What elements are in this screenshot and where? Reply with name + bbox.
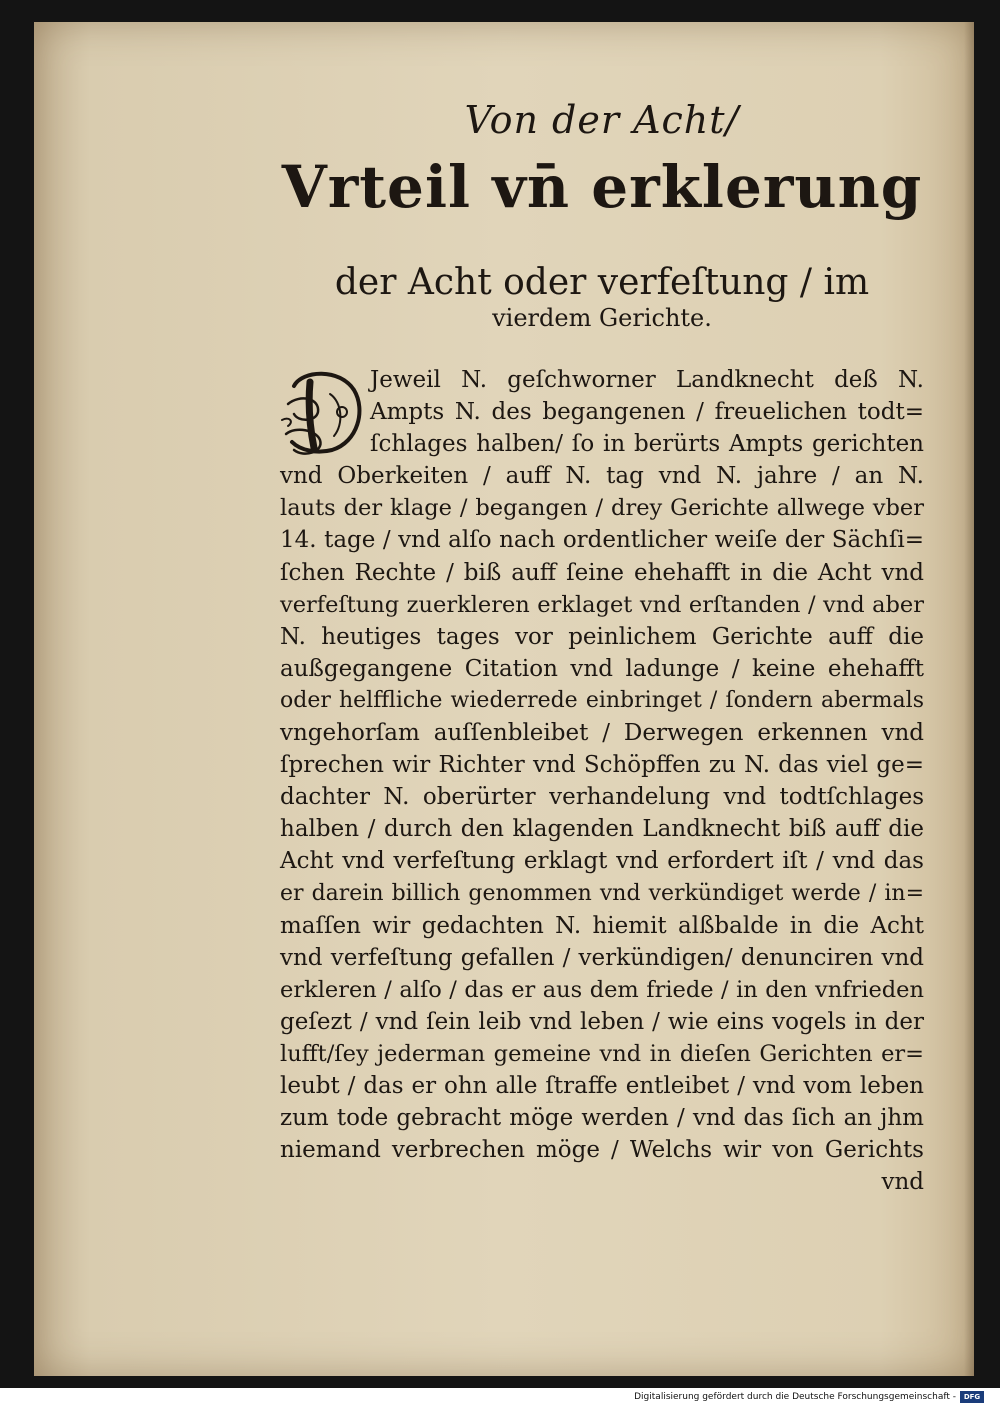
text-line: Jeweil N. geſchworner Landknecht deß N.: [370, 367, 924, 393]
text-line: erkleren / alſo / das er aus dem friede / in den vnfrieden: [280, 976, 924, 1003]
text-line: halben / durch den klagenden Landknecht biß auff die: [280, 816, 924, 843]
text-line: lufft/ſey jederman gemeine vnd in dieſen Gerichten er=: [280, 1040, 924, 1067]
text-line: lauts der klage / begangen / drey Gerichte allwege vber: [280, 495, 924, 522]
text-line: vnd Oberkeiten / auff N. tag vnd N. jahre / an N.: [280, 463, 924, 490]
text-line: geſezt / vnd ſein leib vnd leben / wie eins vogels in der: [280, 1008, 924, 1035]
text-line: vnd verfeſtung gefallen / verkündigen/ denunciren vnd: [280, 944, 924, 971]
text-line: maſſen wir gedachten N. hiemit alßbalde in die Acht: [280, 912, 924, 939]
book-page: [34, 22, 974, 1376]
text-line: oder helffliche wiederrede einbringet / ſondern abermals: [280, 687, 924, 713]
text-line: ſchen Rechte / biß auff ſeine ehehafft in die Acht vnd: [280, 559, 924, 586]
text-line: leubt / das er ohn alle ſtraffe entleibet / vnd vom leben: [280, 1073, 924, 1100]
text-line: ſprechen wir Richter vnd Schöpffen zu N. das viel ge=: [280, 752, 924, 779]
text-line: niemand verbrechen möge / Welchs wir von Gerichts: [280, 1137, 924, 1164]
text-line: Acht vnd verfeſtung erklagt vnd erfordert iſt / vnd das: [280, 848, 924, 875]
text-line: ſchlages halben/ ſo in berürts Ampts gerichten: [370, 431, 924, 458]
page-title: Vrteil vn̄ erklerung: [281, 153, 923, 221]
digitization-credit: Digitalisierung gefördert durch die Deutsche Forschungsgemeinschaft -: [634, 1392, 956, 1402]
subtitle-line-1: der Acht oder verfeſtung / im: [334, 262, 870, 303]
catchword: vnd: [881, 1169, 924, 1196]
text-line: zum tode gebracht möge werden / vnd das ſich an jhm: [280, 1105, 924, 1132]
text-line: Ampts N. des begangenen / freuelichen todt=: [370, 399, 924, 426]
page-edge-shadow: [964, 22, 974, 1376]
subtitle-line-2: vierdem Gerichte.: [492, 304, 712, 332]
text-line: vngehorſam auſſenbleibet / Derwegen erkennen vnd: [280, 720, 924, 747]
text-line: verfeſtung zuerkleren erklaget vnd erſtanden / vnd aber: [280, 591, 924, 618]
text-line: 14. tage / vnd alſo nach ordentlicher weiſe der Sächſi=: [280, 527, 924, 554]
text-line: er darein billich genommen vnd verkündiget werde / in=: [280, 880, 924, 906]
text-line: N. heutiges tages vor peinlichem Gerichte auff die: [280, 623, 924, 650]
dfg-logo: DFG: [960, 1391, 984, 1403]
text-line: außgegangene Citation vnd ladunge / keine ehehafft: [280, 655, 924, 682]
body-text: [280, 364, 924, 1198]
running-heading: Von der Acht/: [464, 98, 740, 142]
text-line: dachter N. oberürter verhandelung vnd todtſchlages: [280, 784, 924, 811]
